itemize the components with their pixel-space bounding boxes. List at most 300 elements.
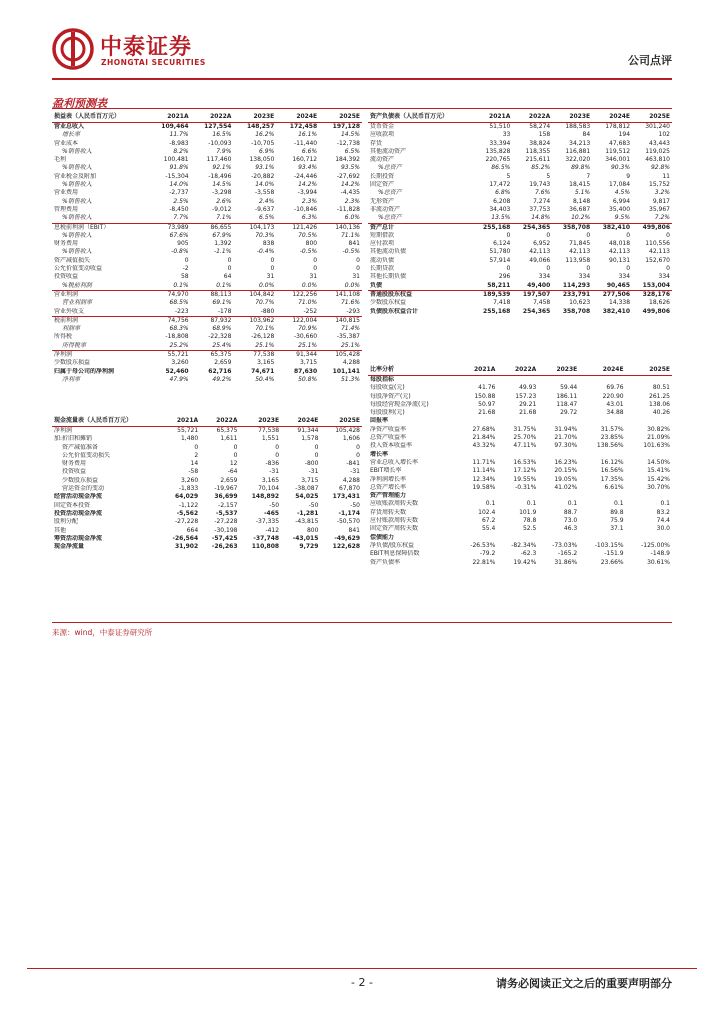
- cash-flow-table: [52, 416, 362, 551]
- row-label: 应收款项: [370, 131, 395, 139]
- row-value: 14.0%: [255, 181, 275, 189]
- row-value: 10.2%: [571, 214, 591, 222]
- row-label: 其他长期负债: [370, 273, 407, 281]
- row-value: 301,240: [645, 123, 670, 130]
- row-value: 48,018: [609, 240, 631, 248]
- row-value: 68.5%: [169, 299, 189, 307]
- row-value: 15.41%: [647, 467, 670, 475]
- row-value: 0: [270, 256, 275, 264]
- row-value: 0: [233, 451, 238, 459]
- ratio-category: 资产管理能力: [370, 492, 407, 500]
- ratio-category-row: [368, 376, 672, 385]
- table-title: 现金流量表（人民币百万元）: [52, 416, 161, 427]
- row-value: -0.8%: [171, 248, 189, 256]
- row-value: 46.3: [563, 525, 578, 533]
- row-value: 116,881: [565, 147, 591, 155]
- row-value: 70.9%: [298, 325, 318, 333]
- table-header-row: [52, 112, 362, 123]
- row-value: -4,435: [340, 189, 360, 197]
- row-value: 18,415: [569, 181, 591, 189]
- row-value: 11.14%: [472, 467, 496, 475]
- row-label: 毛利: [54, 156, 67, 164]
- row-label: %总资产: [378, 214, 402, 222]
- row-value: -15,304: [165, 172, 189, 180]
- row-value: 73.0: [563, 517, 578, 525]
- row-value: 0: [313, 256, 318, 264]
- table-row: [52, 214, 362, 223]
- row-value: 0.1%: [216, 281, 232, 289]
- row-value: 114,293: [562, 281, 591, 289]
- row-value: 17.12%: [513, 467, 537, 475]
- row-value: 16.12%: [600, 458, 624, 466]
- row-value: -8,450: [169, 205, 189, 213]
- table-row: [368, 156, 672, 164]
- row-value: 1,392: [214, 240, 232, 248]
- ratio-category-row: [368, 534, 672, 542]
- row-value: 499,806: [632, 223, 672, 232]
- row-value: -73.03%: [552, 541, 578, 549]
- row-value: 93.1%: [255, 164, 275, 172]
- row-value: 42,113: [569, 248, 591, 256]
- row-value: 127,554: [204, 123, 232, 130]
- row-value: 74,970: [148, 290, 191, 299]
- row-value: 16.1%: [298, 131, 318, 139]
- row-value: 105,428: [319, 351, 362, 360]
- row-value: 21.68: [519, 409, 537, 417]
- row-value: 67.2: [481, 517, 496, 525]
- row-value: -151.9: [604, 550, 624, 558]
- zhongtai-logo-icon: [52, 28, 94, 70]
- row-value: 69.1%: [212, 299, 232, 307]
- row-value: -836: [265, 460, 280, 468]
- row-value: 499,806: [642, 307, 670, 315]
- row-value: 328,176: [632, 290, 672, 299]
- table-row: [52, 351, 362, 360]
- year-header: 2024E: [579, 365, 625, 376]
- row-value: 3.2%: [654, 189, 670, 197]
- row-value: 47.11%: [513, 442, 537, 450]
- table-row: [368, 393, 672, 401]
- row-label: %销售收入: [62, 164, 92, 172]
- row-value: 6.0%: [344, 214, 360, 222]
- row-value: 2.5%: [173, 197, 189, 205]
- ratio-category: 回报率: [370, 417, 389, 425]
- row-value: 4.5%: [614, 189, 631, 197]
- table-title: 比率分析: [368, 365, 456, 376]
- row-value: 88,113: [191, 290, 234, 299]
- table-row: [52, 265, 362, 273]
- row-value: -27,228: [174, 518, 199, 526]
- row-value: 322,020: [565, 156, 591, 164]
- table-row: [52, 435, 362, 443]
- row-label: 营运资金的变动: [62, 485, 105, 493]
- row-value: 31,902: [175, 543, 199, 551]
- row-value: 14.5%: [340, 131, 360, 139]
- row-value: -5,537: [216, 509, 238, 517]
- row-value: 37.1: [610, 525, 624, 533]
- row-value: 42,113: [529, 248, 551, 256]
- row-value: 77,538: [233, 351, 276, 360]
- row-label: %总资产: [378, 189, 402, 197]
- table-header-row: [368, 112, 672, 123]
- row-value: 110,808: [251, 543, 280, 551]
- row-value: 20.15%: [554, 467, 578, 475]
- row-value: 296: [498, 273, 511, 281]
- row-value: -37,335: [255, 518, 280, 526]
- row-value: 178,812: [605, 123, 631, 130]
- row-value: 1,606: [342, 435, 360, 443]
- row-value: 74.4: [656, 517, 670, 525]
- row-value: 110,556: [645, 240, 670, 248]
- table-row: [368, 500, 672, 508]
- row-label: 所得税率: [62, 341, 87, 349]
- row-value: 117,460: [206, 156, 232, 164]
- row-value: 153,004: [642, 281, 670, 289]
- row-label: 财务费用: [62, 460, 87, 468]
- row-value: 0: [626, 231, 631, 239]
- row-value: 255,168: [483, 307, 511, 315]
- row-label: 每股收益(元): [370, 384, 405, 392]
- row-value: 19.55%: [513, 475, 537, 483]
- row-label: 经营活动现金净流: [54, 493, 103, 501]
- row-value: 0.0%: [344, 281, 360, 289]
- row-value: 0: [275, 451, 280, 459]
- row-value: -11,440: [293, 139, 318, 147]
- row-value: 8.2%: [173, 147, 189, 155]
- row-value: 49,066: [529, 256, 551, 264]
- row-value: 0: [506, 265, 511, 273]
- row-value: 31: [309, 273, 318, 281]
- row-value: 122,628: [332, 543, 360, 551]
- row-value: 31.94%: [554, 425, 578, 433]
- row-value: 0.1: [526, 500, 537, 508]
- row-label: %销售收入: [62, 248, 92, 256]
- row-value: 25.4%: [212, 341, 232, 349]
- table-row: [368, 273, 672, 281]
- year-header: 2025E: [632, 112, 672, 123]
- table-row: [368, 509, 672, 517]
- row-value: 74,671: [251, 367, 275, 375]
- table-row: [52, 148, 362, 156]
- table-row: [368, 550, 672, 558]
- row-value: 194: [618, 131, 631, 139]
- row-value: 23.85%: [600, 434, 624, 442]
- row-value: 0.1%: [173, 281, 189, 289]
- table-row: [52, 282, 362, 291]
- row-value: 138,050: [249, 156, 275, 164]
- row-value: 4,288: [342, 476, 360, 484]
- row-value: 0: [314, 451, 319, 459]
- row-value: 0: [626, 265, 631, 273]
- row-value: 35,400: [609, 205, 631, 213]
- row-value: 70.1%: [255, 325, 275, 333]
- row-value: 14.2%: [298, 181, 318, 189]
- row-value: 100,481: [163, 156, 189, 164]
- row-value: 158: [538, 131, 551, 139]
- row-value: 0.1: [485, 500, 496, 508]
- row-value: 800: [306, 526, 319, 534]
- row-label: 净利润: [52, 351, 148, 360]
- row-value: 6.61%: [604, 483, 624, 491]
- year-header: 2021A: [456, 365, 497, 376]
- row-label: 公允价值变动收益: [54, 265, 103, 273]
- year-header: 2021A: [472, 112, 512, 123]
- row-value: 334: [538, 273, 551, 281]
- row-value: 90,465: [606, 281, 631, 289]
- row-value: 197,128: [332, 123, 360, 130]
- row-label: 固定资产周转天数: [370, 525, 419, 533]
- row-label: 税前利润: [52, 316, 148, 325]
- row-label: 营业成本: [54, 139, 79, 147]
- row-value: 382,410: [602, 307, 631, 315]
- income-statement-table: [52, 112, 362, 384]
- row-value: -3,558: [254, 189, 275, 197]
- row-label: EBIT增长率: [370, 467, 402, 475]
- table-row: [52, 181, 362, 189]
- row-value: -62.3: [520, 550, 537, 558]
- year-header: 2021A: [161, 416, 200, 427]
- row-value: 30.70%: [647, 483, 670, 491]
- table-row: [52, 189, 362, 197]
- table-row: [368, 401, 672, 409]
- row-value: 0.1: [567, 500, 578, 508]
- row-label: 投资活动现金净流: [54, 509, 103, 517]
- row-value: 16.5%: [212, 131, 232, 139]
- row-value: 92.8%: [650, 164, 670, 172]
- row-label: %税前利润: [62, 281, 92, 289]
- row-value: -64: [227, 468, 238, 476]
- row-label: 短期借款: [370, 231, 395, 239]
- row-label: 净利润: [54, 427, 73, 434]
- year-header: 2024E: [592, 112, 632, 123]
- table-row: [368, 223, 672, 232]
- row-value: -22,328: [208, 333, 232, 341]
- row-value: 0: [666, 265, 670, 273]
- row-value: -11,828: [336, 205, 360, 213]
- row-value: 0: [546, 265, 551, 273]
- row-value: -50: [308, 501, 319, 509]
- row-value: 7.7%: [173, 214, 189, 222]
- year-header: 2025E: [626, 365, 672, 376]
- row-value: 0: [356, 256, 360, 264]
- row-value: 1,611: [220, 435, 238, 443]
- row-value: -880: [260, 307, 275, 315]
- row-label: 财务费用: [54, 240, 79, 248]
- row-label: 加:折旧和摊销: [54, 435, 93, 443]
- row-value: -79.2: [479, 550, 496, 558]
- row-label: 存货: [370, 139, 383, 147]
- table-row: [52, 543, 362, 551]
- row-value: 14.2%: [340, 181, 360, 189]
- row-value: 86,655: [191, 223, 234, 232]
- table-title: 资产负债表（人民币百万元）: [368, 112, 472, 123]
- row-value: 0: [233, 443, 238, 451]
- row-value: 17.35%: [600, 475, 624, 483]
- row-value: 2.3%: [301, 197, 318, 205]
- table-row: [368, 164, 672, 172]
- year-header: 2023E: [552, 112, 592, 123]
- row-value: 101.63%: [643, 442, 670, 450]
- row-value: 334: [618, 273, 631, 281]
- row-label: 营业费用: [54, 189, 79, 197]
- table-row: [52, 273, 362, 281]
- row-value: 49.2%: [212, 375, 232, 383]
- row-value: -20,882: [251, 172, 275, 180]
- row-value: 54,025: [295, 493, 319, 501]
- row-value: 50.4%: [255, 375, 275, 383]
- row-value: 12.34%: [472, 475, 496, 483]
- row-label: 投资收益: [54, 273, 79, 281]
- row-value: 0: [586, 265, 591, 273]
- row-value: 15,752: [649, 181, 670, 189]
- row-label: %销售收入: [62, 231, 92, 239]
- row-value: 49,400: [527, 281, 551, 289]
- table-row: [368, 459, 672, 467]
- row-label: 每股净资产(元): [370, 392, 411, 400]
- row-label: 总资产增长率: [370, 483, 407, 491]
- row-label: 投资收益: [62, 468, 87, 476]
- row-value: 3,165: [261, 476, 280, 484]
- row-value: -1,174: [338, 509, 360, 517]
- row-value: 78.8: [522, 517, 537, 525]
- table-row: [368, 384, 672, 392]
- row-value: 30.82%: [647, 425, 670, 433]
- table-row: [52, 248, 362, 256]
- table-row: [368, 559, 672, 567]
- table-row: [368, 542, 672, 550]
- table-row: [368, 214, 672, 223]
- row-value: -0.5%: [299, 248, 318, 256]
- row-value: 29.72: [560, 409, 578, 417]
- row-value: -1,833: [178, 485, 199, 493]
- table-row: [52, 232, 362, 240]
- year-header: 2023E: [538, 365, 579, 376]
- document-type: 公司点评: [628, 54, 672, 67]
- table-row: [52, 131, 362, 139]
- row-value: 31.57%: [600, 425, 624, 433]
- row-value: 86.5%: [491, 164, 511, 172]
- row-value: -1,281: [296, 509, 319, 517]
- row-value: 121,426: [276, 223, 319, 232]
- row-value: 71.6%: [340, 299, 360, 307]
- row-value: 42,113: [649, 248, 670, 256]
- row-value: 7.2%: [654, 214, 670, 222]
- row-value: 25.1%: [298, 341, 318, 349]
- row-value: 40.26: [652, 409, 670, 417]
- row-value: 16.23%: [554, 458, 578, 466]
- row-label: 筹资活动现金净流: [54, 534, 103, 542]
- row-label: 普通股股东权益: [368, 290, 472, 299]
- row-value: 4,288: [342, 359, 360, 367]
- table-row: [52, 173, 362, 181]
- row-value: 0: [275, 443, 280, 451]
- row-value: 152,670: [645, 256, 670, 264]
- row-value: 841: [348, 240, 360, 248]
- ratio-category-row: [368, 492, 672, 500]
- row-value: 118,355: [525, 147, 551, 155]
- row-value: -43,815: [295, 518, 319, 526]
- row-value: 14.0%: [169, 181, 189, 189]
- table-row: [368, 240, 672, 248]
- row-value: 215,611: [525, 156, 551, 164]
- row-value: 8,148: [572, 197, 591, 205]
- table-row: [368, 189, 672, 197]
- row-value: 0: [546, 231, 551, 239]
- row-value: 3,715: [301, 476, 319, 484]
- row-value: 197,507: [512, 290, 552, 299]
- row-value: 21.09%: [647, 434, 670, 442]
- row-value: 85.2%: [531, 164, 551, 172]
- row-value: 14: [190, 460, 199, 468]
- row-value: 14,338: [609, 299, 631, 307]
- row-value: 55.4: [481, 525, 496, 533]
- row-value: 334: [658, 273, 670, 281]
- section-title-text: 盈利预测表: [52, 97, 107, 110]
- balance-sheet-table: [368, 112, 672, 316]
- row-value: 2.4%: [259, 197, 275, 205]
- section-title: [52, 92, 672, 109]
- year-header: 2022A: [512, 112, 552, 123]
- row-value: 31: [352, 273, 360, 281]
- row-value: 25.2%: [169, 341, 189, 349]
- disclaimer-text: 请务必阅读正文之后的重要声明部分: [496, 977, 672, 990]
- row-value: 101.9: [519, 508, 537, 516]
- row-label: 公允价值变动损失: [62, 451, 111, 459]
- row-value: 70.7%: [255, 299, 275, 307]
- row-value: -465: [264, 509, 280, 517]
- row-value: -30,660: [293, 333, 318, 341]
- row-value: 0: [314, 443, 319, 451]
- row-label: 流动资产: [370, 156, 395, 164]
- table-row: [52, 359, 362, 367]
- row-value: -293: [346, 307, 360, 315]
- row-value: 184,392: [335, 156, 360, 164]
- row-value: -18,808: [165, 333, 189, 341]
- row-value: -82.34%: [511, 541, 537, 549]
- row-value: 3,715: [299, 359, 318, 367]
- footer-divider: [27, 968, 697, 969]
- row-value: -35,387: [336, 333, 360, 341]
- row-value: 41.76: [478, 384, 496, 392]
- row-value: -58: [188, 468, 199, 476]
- row-value: -27,692: [336, 172, 360, 180]
- row-value: 141,108: [319, 290, 362, 299]
- row-value: 47,683: [609, 139, 631, 147]
- table-row: [52, 257, 362, 265]
- table-row: [52, 502, 362, 510]
- row-label: 其他流动资产: [370, 147, 407, 155]
- row-value: 16.2%: [255, 131, 275, 139]
- row-value: 6,952: [533, 240, 551, 248]
- row-value: -3,298: [212, 189, 232, 197]
- row-value: 1,480: [180, 435, 199, 443]
- row-label: 应收账款周转天数: [370, 500, 419, 508]
- row-value: 1,551: [261, 435, 280, 443]
- row-value: -0.5%: [342, 248, 360, 256]
- page-header: [0, 0, 724, 80]
- table-row: [368, 173, 672, 181]
- row-value: 64,029: [175, 493, 199, 501]
- row-label: 其他流动负债: [370, 248, 407, 256]
- row-value: 135,828: [485, 147, 511, 155]
- row-value: 30.61%: [647, 558, 670, 566]
- row-value: 9,817: [652, 197, 670, 205]
- table-row: [368, 299, 672, 307]
- row-value: 6.6%: [301, 147, 318, 155]
- row-label: 长期贷款: [370, 265, 395, 273]
- row-value: 7.9%: [216, 147, 232, 155]
- row-value: -0.31%: [515, 483, 537, 491]
